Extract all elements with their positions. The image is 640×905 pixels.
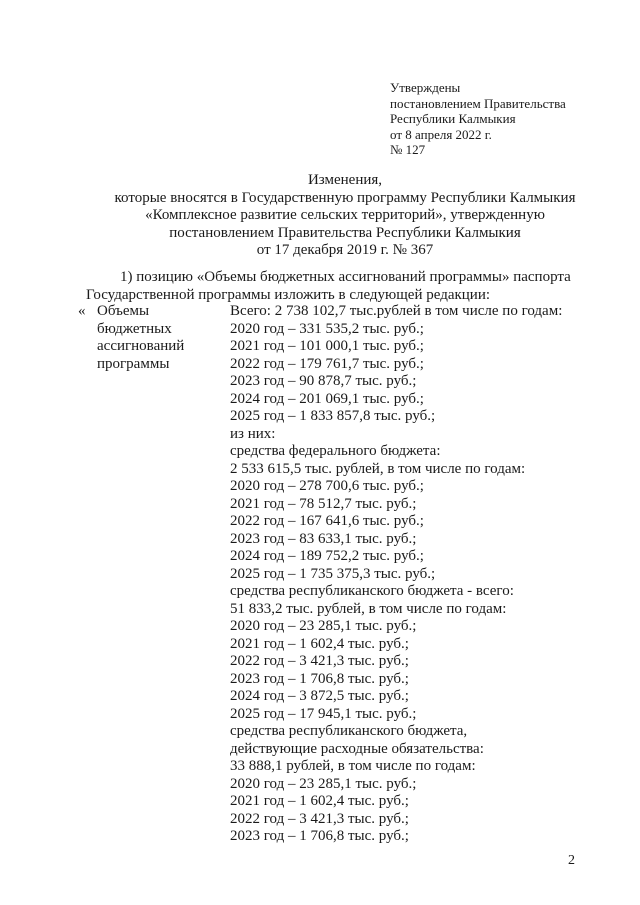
value-line: 2024 год – 201 069,1 тыс. руб.; xyxy=(230,390,424,407)
value-line: средства республиканского бюджета, xyxy=(230,723,468,739)
value-line: 2020 год – 23 285,1 тыс. руб.; xyxy=(230,775,417,792)
value-line: действующие расходные обязательства: xyxy=(230,740,484,757)
value-line: 2 533 615,5 тыс. рублей, в том числе по годам: xyxy=(230,460,526,477)
approval-line: Утверждены xyxy=(390,80,461,95)
position-value xyxy=(230,303,562,846)
approval-stamp xyxy=(390,80,566,158)
value-line: 2024 год – 189 752,2 тыс. руб.; xyxy=(230,548,424,564)
intro-line: 1) позицию «Объемы бюджетных ассигнований программы» паспорта xyxy=(120,269,571,285)
heading-line: от 17 декабря 2019 г. № 367 xyxy=(256,242,434,258)
value-line: 2022 год – 3 421,3 тыс. руб.; xyxy=(230,810,409,827)
value-line: 2020 год – 23 285,1 тыс. руб.; xyxy=(230,618,417,634)
heading-line: постановлением Правительства Республики Калмыкия xyxy=(169,224,521,241)
value-line: 2021 год – 78 512,7 тыс. руб.; xyxy=(230,495,417,512)
label-line: Объемы xyxy=(97,303,150,319)
heading-line: Изменения, xyxy=(307,172,383,188)
value-line: 33 888,1 рублей, в том числе по годам: xyxy=(230,758,476,774)
value-line: 2022 год – 167 641,6 тыс. руб.; xyxy=(230,513,424,529)
approval-line: № 127 xyxy=(390,142,426,157)
value-line: 2023 год – 90 878,7 тыс. руб.; xyxy=(230,373,417,389)
value-line: 2023 год – 1 706,8 тыс. руб.; xyxy=(230,828,409,844)
heading-line: «Комплексное развитие сельских территорий», утвержденную xyxy=(145,207,545,223)
document-heading xyxy=(60,172,630,260)
page-number: 2 xyxy=(568,853,575,868)
label-line: бюджетных xyxy=(97,320,172,337)
value-line: 51 833,2 тыс. рублей, в том числе по годам: xyxy=(230,600,507,617)
value-line: 2025 год – 17 945,1 тыс. руб.; xyxy=(230,705,417,722)
value-line: 2025 год – 1 735 375,3 тыс. руб.; xyxy=(230,565,436,582)
value-line: 2021 год – 101 000,1 тыс. руб.; xyxy=(230,338,424,354)
value-line: 2021 год – 1 602,4 тыс. руб.; xyxy=(230,635,409,652)
opening-quote: « xyxy=(78,303,86,319)
value-line: средства республиканского бюджета - всего: xyxy=(230,583,514,599)
approval-line: постановлением Правительства xyxy=(390,95,566,111)
value-line: 2025 год – 1 833 857,8 тыс. руб.; xyxy=(230,408,436,424)
value-line: 2021 год – 1 602,4 тыс. руб.; xyxy=(230,793,409,809)
label-line: ассигнований xyxy=(97,338,185,354)
approval-line: от 8 апреля 2022 г. xyxy=(390,126,492,142)
position-label xyxy=(97,303,184,373)
heading-line: которые вносятся в Государственную программу Республики Калмыкия xyxy=(114,189,576,206)
approval-line: Республики Калмыкия xyxy=(390,111,516,126)
value-line: Всего: 2 738 102,7 тыс.рублей в том числе по годам: xyxy=(230,303,563,319)
intro-paragraph xyxy=(86,268,596,304)
value-line: 2023 год – 83 633,1 тыс. руб.; xyxy=(230,530,417,547)
value-line: 2022 год – 3 421,3 тыс. руб.; xyxy=(230,653,409,669)
value-line: 2022 год – 179 761,7 тыс. руб.; xyxy=(230,355,424,372)
label-line: программы xyxy=(97,355,170,372)
value-line: средства федерального бюджета: xyxy=(230,443,441,459)
value-line: 2023 год – 1 706,8 тыс. руб.; xyxy=(230,670,409,687)
value-line: 2020 год – 278 700,6 тыс. руб.; xyxy=(230,478,424,494)
intro-line: Государственной программы изложить в следующей редакции: xyxy=(86,287,491,303)
value-line: из них: xyxy=(230,425,276,442)
value-line: 2024 год – 3 872,5 тыс. руб.; xyxy=(230,688,409,704)
value-line: 2020 год – 331 535,2 тыс. руб.; xyxy=(230,320,424,337)
